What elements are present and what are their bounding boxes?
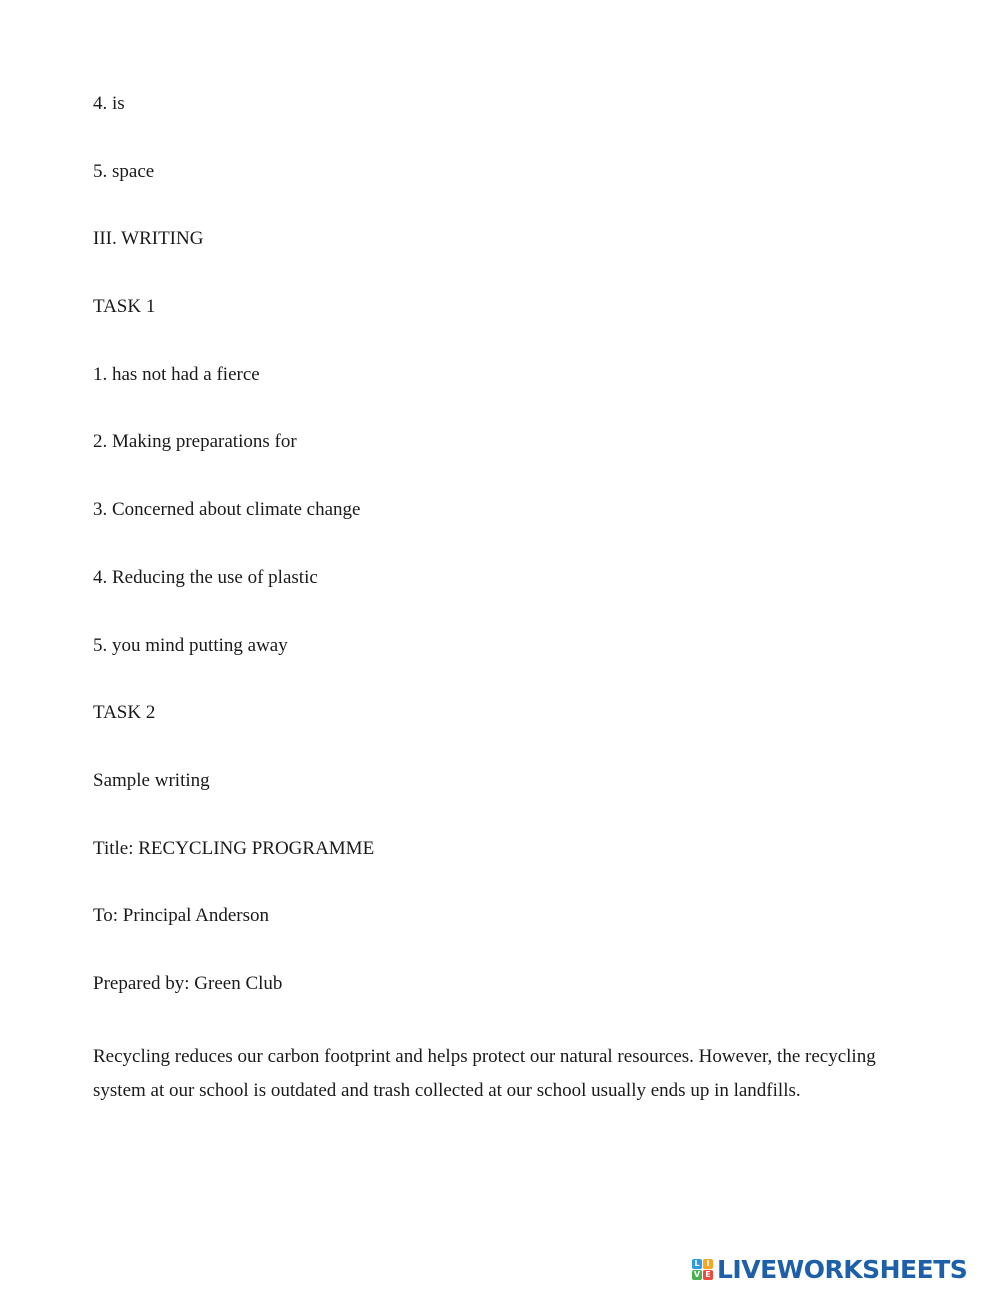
answer-line: 1. has not had a fierce [93, 364, 260, 385]
answer-line: 4. is [93, 93, 125, 114]
logo-mark-tile: V [693, 1269, 701, 1279]
sample-label: Sample writing [93, 770, 210, 791]
report-author: Prepared by: Green Club [93, 973, 283, 994]
logo-mark-icon [692, 1259, 713, 1280]
task-heading: TASK 2 [93, 702, 156, 723]
logo-mark-tile: L [692, 1259, 702, 1269]
body-paragraph: Recycling reduces our carbon footprint and helps protect our natural resources. However, the recycling system at our school is outdated and trash collected at our school usually ends up in landfills. [93, 1046, 876, 1101]
answer-line: 4. Reducing the use of plastic [93, 567, 318, 588]
report-recipient: To: Principal Anderson [93, 905, 269, 926]
answer-line: 5. you mind putting away [93, 635, 288, 656]
answer-line: 2. Making preparations for [93, 431, 297, 452]
logo-wordmark: LIVEWORKSHEETS [717, 1254, 968, 1284]
section-heading: III. WRITING [93, 228, 204, 249]
logo-mark-tile: I [703, 1259, 713, 1269]
logo-mark-tile: E [703, 1270, 713, 1280]
task-heading: TASK 1 [93, 296, 156, 317]
liveworksheets-logo [692, 1253, 967, 1285]
report-title: Title: RECYCLING PROGRAMME [93, 838, 375, 859]
answer-line: 3. Concerned about climate change [93, 499, 361, 520]
answer-line: 5. space [93, 161, 155, 182]
